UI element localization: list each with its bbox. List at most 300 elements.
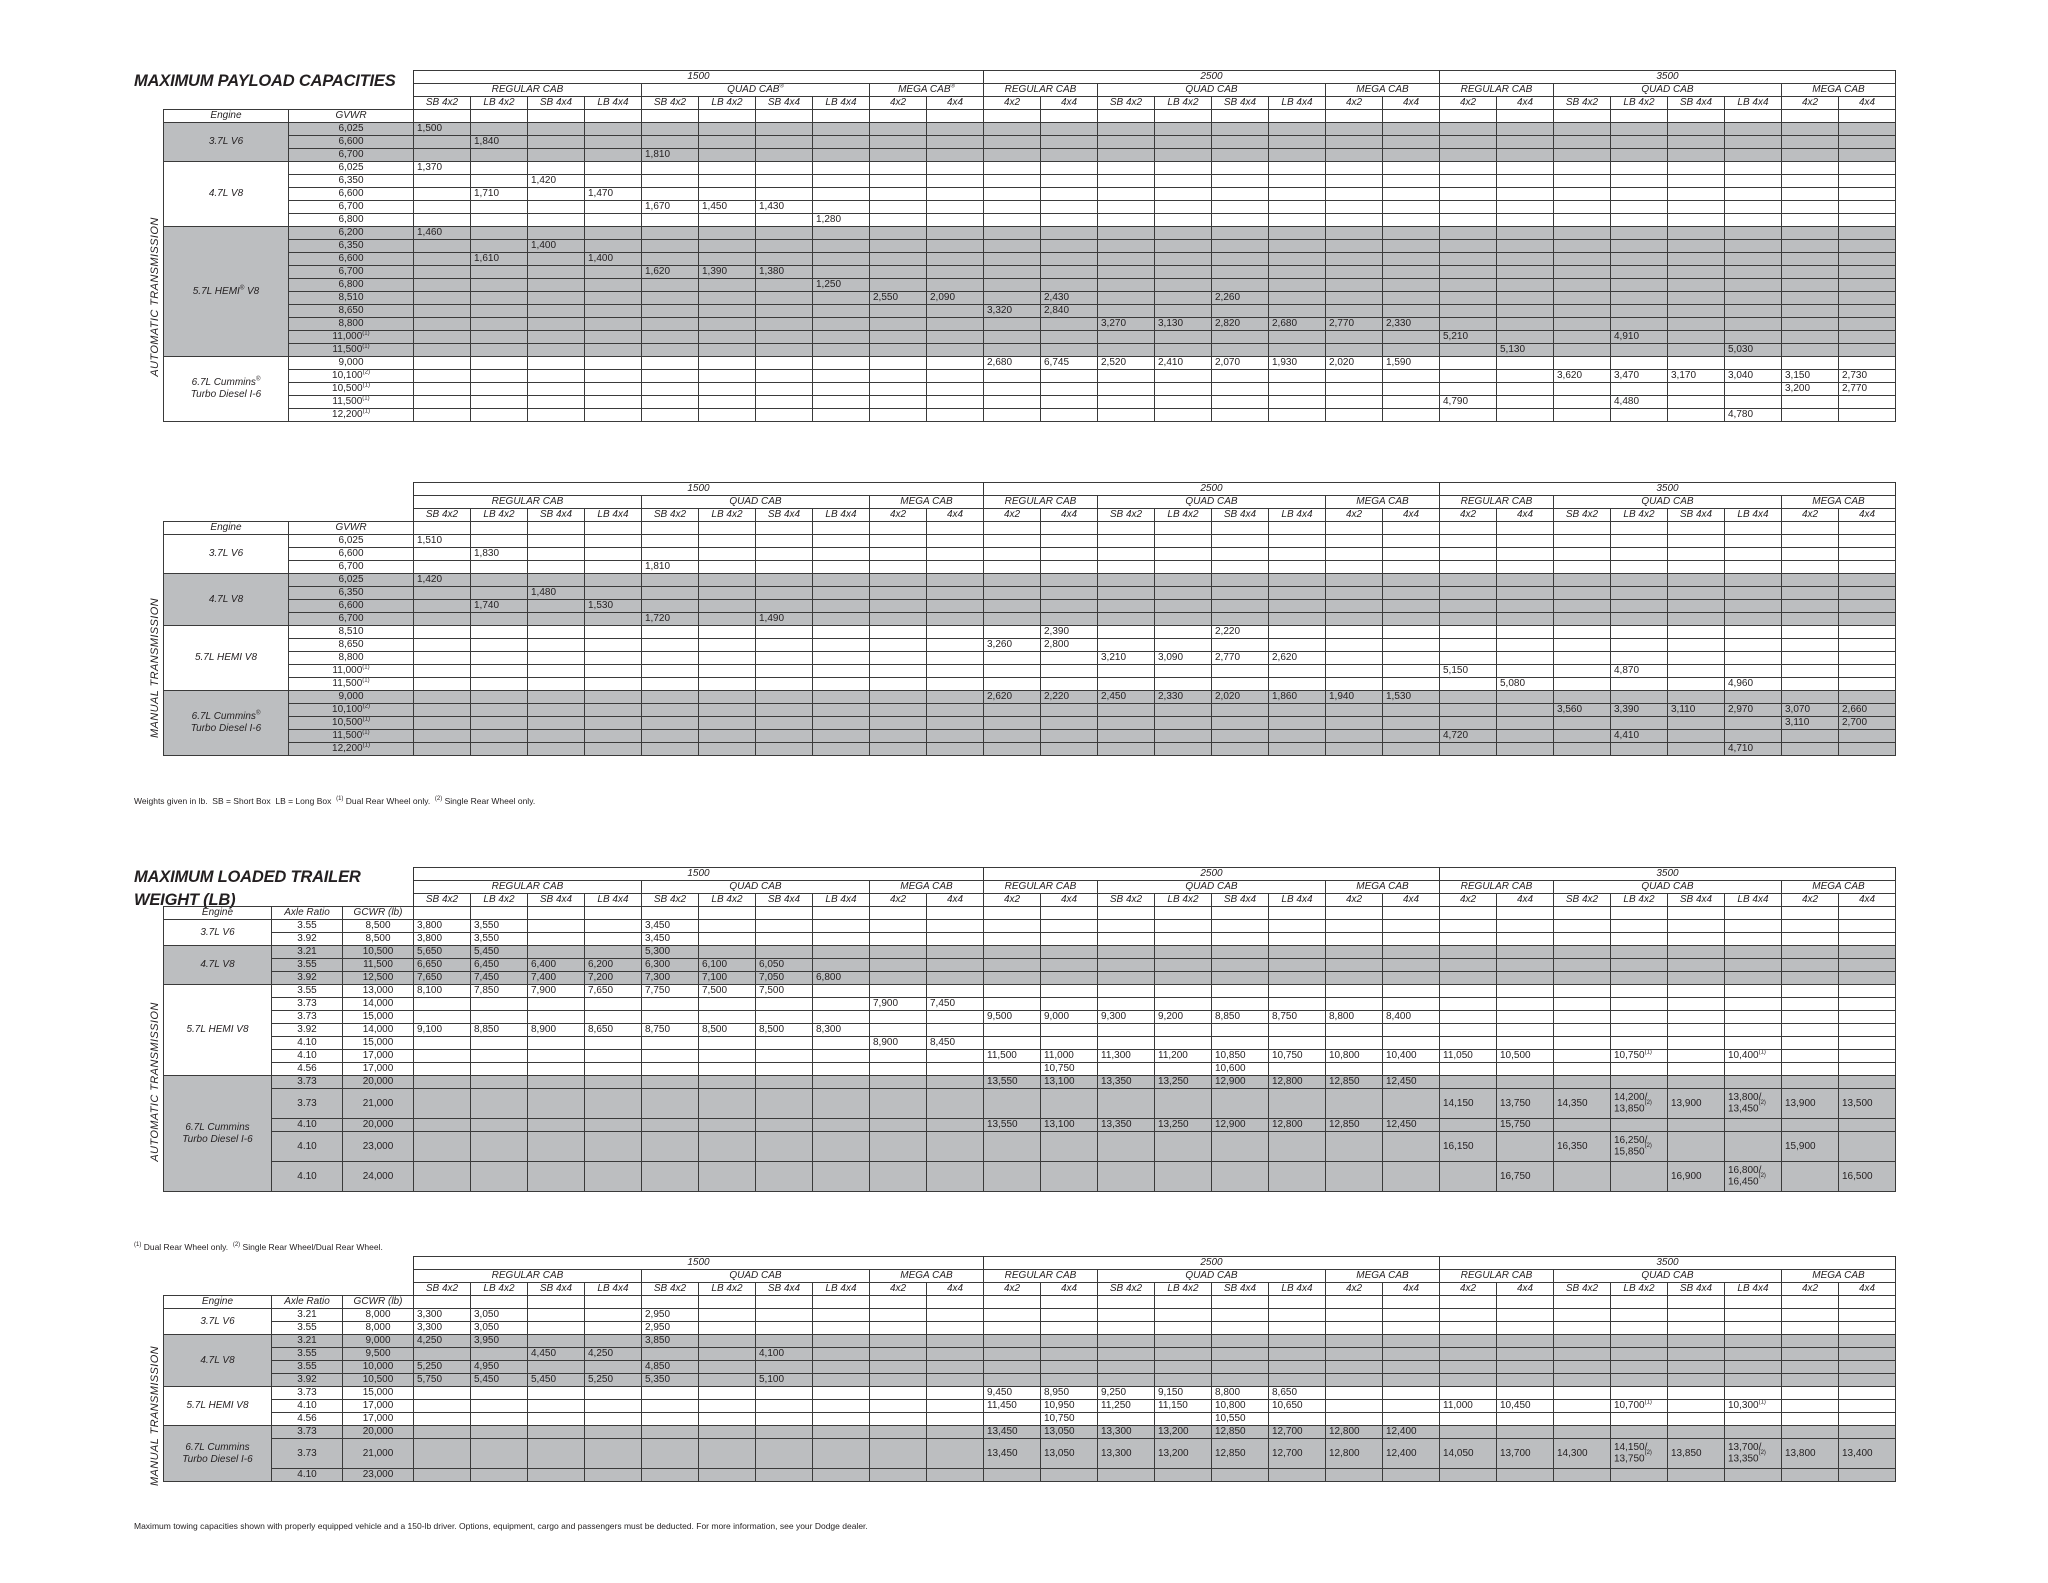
value-cell	[585, 691, 642, 704]
value-cell	[756, 227, 813, 240]
value-cell	[1155, 933, 1212, 946]
value-cell	[1782, 188, 1839, 201]
value-cell	[1611, 227, 1668, 240]
value-cell	[1212, 409, 1269, 422]
value-cell	[1554, 1076, 1611, 1089]
value-cell	[1611, 240, 1668, 253]
value-cell: 4,850	[642, 1361, 699, 1374]
value-cell	[870, 933, 927, 946]
value-cell	[1212, 678, 1269, 691]
value-cell	[984, 1024, 1041, 1037]
value-cell	[870, 1335, 927, 1348]
value-cell	[1839, 214, 1896, 227]
value-cell	[1326, 201, 1383, 214]
value-cell	[870, 717, 927, 730]
value-cell	[1839, 1387, 1896, 1400]
value-cell	[1041, 613, 1098, 626]
value-cell	[870, 678, 927, 691]
value-cell	[1041, 344, 1098, 357]
value-cell	[471, 1348, 528, 1361]
value-cell	[1041, 548, 1098, 561]
value-cell	[1098, 201, 1155, 214]
value-cell	[414, 370, 471, 383]
value-cell: 5,250	[414, 1361, 471, 1374]
table-row: 3.7L V6 6,025 1,510	[164, 535, 1896, 548]
value-cell	[1668, 1374, 1725, 1387]
value-cell	[1269, 946, 1326, 959]
table-row: 3.55 9,500 4,450 4,250 4,100	[164, 1348, 1896, 1361]
value-cell	[1782, 561, 1839, 574]
value-cell: 1,470	[585, 188, 642, 201]
value-cell	[1212, 344, 1269, 357]
value-cell: 13,200	[1155, 1426, 1212, 1439]
value-cell	[1668, 1413, 1725, 1426]
value-cell	[1383, 1132, 1440, 1162]
value-cell	[471, 292, 528, 305]
value-cell	[1554, 318, 1611, 331]
value-cell	[1497, 292, 1554, 305]
table-row: 11,000$^{(1)}$ 5,150 4,870	[164, 665, 1896, 678]
value-cell	[1554, 998, 1611, 1011]
value-cell	[1212, 1469, 1269, 1482]
value-cell	[1326, 1413, 1383, 1426]
value-cell	[1212, 613, 1269, 626]
value-cell	[414, 743, 471, 756]
value-cell	[1269, 548, 1326, 561]
value-cell	[1725, 600, 1782, 613]
column-header: LB 4x4	[813, 894, 870, 907]
value-cell	[813, 704, 870, 717]
column-header: 4x4	[1041, 894, 1098, 907]
value-cell	[642, 305, 699, 318]
value-cell	[756, 678, 813, 691]
value-cell	[1554, 175, 1611, 188]
value-cell	[1554, 1063, 1611, 1076]
value-cell	[927, 704, 984, 717]
value-cell	[1611, 1011, 1668, 1024]
value-cell: 9,100	[414, 1024, 471, 1037]
value-cell	[1497, 201, 1554, 214]
table-row: 6,700 1,720 1,490	[164, 613, 1896, 626]
column-header: 4x2	[1440, 97, 1497, 110]
value-cell	[1782, 1400, 1839, 1413]
value-cell	[1839, 920, 1896, 933]
value-cell	[1098, 344, 1155, 357]
value-cell	[642, 639, 699, 652]
value-cell	[1554, 1322, 1611, 1335]
value-cell: 7,900	[870, 998, 927, 1011]
value-cell	[1155, 959, 1212, 972]
value-cell	[1155, 639, 1212, 652]
value-cell	[1668, 933, 1725, 946]
value-cell	[1782, 149, 1839, 162]
value-cell	[1611, 1387, 1668, 1400]
value-cell	[984, 1132, 1041, 1162]
value-cell	[870, 318, 927, 331]
value-cell	[414, 665, 471, 678]
value-cell	[585, 396, 642, 409]
column-header: SB 4x2	[414, 509, 471, 522]
value-cell	[528, 574, 585, 587]
value-cell	[1611, 1322, 1668, 1335]
value-cell: 9,500	[984, 1011, 1041, 1024]
value-cell: 6,400	[528, 959, 585, 972]
value-cell	[1155, 305, 1212, 318]
value-cell	[699, 704, 756, 717]
value-cell	[813, 985, 870, 998]
value-cell	[1725, 639, 1782, 652]
value-cell	[1098, 253, 1155, 266]
value-cell	[1497, 331, 1554, 344]
value-cell	[927, 1089, 984, 1119]
value-cell	[1782, 1426, 1839, 1439]
column-header: LB 4x2	[1155, 97, 1212, 110]
value-cell: 10,800	[1212, 1400, 1269, 1413]
value-cell	[1440, 959, 1497, 972]
value-cell	[1269, 626, 1326, 639]
value-cell: 5,130	[1497, 344, 1554, 357]
value-cell	[870, 561, 927, 574]
value-cell	[1212, 665, 1269, 678]
value-cell	[1668, 214, 1725, 227]
value-cell	[1839, 1335, 1896, 1348]
column-header: 4x2	[984, 97, 1041, 110]
value-cell	[1839, 1063, 1896, 1076]
value-cell	[699, 136, 756, 149]
value-cell	[927, 396, 984, 409]
value-cell	[870, 920, 927, 933]
value-cell: 2,020	[1212, 691, 1269, 704]
value-cell	[813, 1119, 870, 1132]
value-cell: 4,790	[1440, 396, 1497, 409]
value-cell	[1725, 535, 1782, 548]
value-cell	[1725, 574, 1782, 587]
value-cell	[1098, 331, 1155, 344]
value-cell	[642, 1413, 699, 1426]
value-cell	[1383, 1348, 1440, 1361]
value-cell	[1611, 600, 1668, 613]
engine-label: 3.7L V6	[164, 920, 272, 946]
value-cell	[585, 1089, 642, 1119]
value-cell	[927, 1335, 984, 1348]
value-cell: 10,800	[1326, 1050, 1383, 1063]
value-cell	[1440, 357, 1497, 370]
value-cell: 9,250	[1098, 1387, 1155, 1400]
value-cell	[1782, 639, 1839, 652]
value-cell	[585, 920, 642, 933]
value-cell	[1212, 1089, 1269, 1119]
value-cell: 7,050	[756, 972, 813, 985]
table-row: 3.92 14,000 9,100 8,850 8,900 8,650 8,750 8,500 8,500 8,300	[164, 1024, 1896, 1037]
table-row: 5.7L HEMI V8 8,510 2,390 2,220	[164, 626, 1896, 639]
value-cell	[1839, 331, 1896, 344]
value-cell	[414, 383, 471, 396]
value-cell	[585, 652, 642, 665]
value-cell	[1326, 188, 1383, 201]
cab-header: REGULAR CAB	[414, 1270, 642, 1283]
engine-label: 6.7L Cummins Turbo Diesel I-6	[164, 1076, 272, 1192]
column-header: SB 4x4	[756, 97, 813, 110]
value-cell	[1611, 933, 1668, 946]
value-cell	[1212, 548, 1269, 561]
value-cell	[813, 574, 870, 587]
value-cell	[1497, 1374, 1554, 1387]
value-cell	[1782, 1387, 1839, 1400]
value-cell	[1668, 1361, 1725, 1374]
value-cell	[1041, 704, 1098, 717]
value-cell	[1041, 136, 1098, 149]
value-cell	[471, 743, 528, 756]
column-header: SB 4x4	[528, 509, 585, 522]
value-cell	[528, 946, 585, 959]
column-header: 4x2	[870, 1283, 927, 1296]
value-cell	[1212, 1348, 1269, 1361]
value-cell	[1383, 1387, 1440, 1400]
value-cell	[1668, 1037, 1725, 1050]
value-cell	[1782, 1374, 1839, 1387]
value-cell	[1269, 535, 1326, 548]
value-cell	[1269, 998, 1326, 1011]
value-cell	[1611, 344, 1668, 357]
value-cell	[1326, 227, 1383, 240]
value-cell: 6,100	[699, 959, 756, 972]
table-row: 10,100$^{(2)}$ 3,620 3,470 3,170 3,040 3,150 2,730	[164, 370, 1896, 383]
value-cell	[870, 1024, 927, 1037]
value-cell	[1440, 704, 1497, 717]
value-cell	[1326, 149, 1383, 162]
value-cell: 4,410	[1611, 730, 1668, 743]
value-cell	[1326, 535, 1383, 548]
value-cell	[1155, 548, 1212, 561]
value-cell: 4,250	[585, 1348, 642, 1361]
value-cell	[927, 409, 984, 422]
column-header: 4x2	[870, 97, 927, 110]
value-cell	[1155, 201, 1212, 214]
value-cell	[585, 574, 642, 587]
column-header: LB 4x4	[1725, 97, 1782, 110]
cab-header: REGULAR CAB	[414, 84, 642, 97]
value-cell	[1326, 985, 1383, 998]
column-header: 4x4	[1497, 509, 1554, 522]
value-cell	[1725, 1024, 1782, 1037]
value-cell	[699, 305, 756, 318]
value-cell	[1782, 409, 1839, 422]
value-cell	[756, 1132, 813, 1162]
engine-label: 5.7L HEMI® V8	[164, 227, 289, 357]
value-cell	[813, 1309, 870, 1322]
value-cell	[1098, 626, 1155, 639]
value-cell: 7,500	[699, 985, 756, 998]
value-cell	[1554, 227, 1611, 240]
value-cell	[585, 613, 642, 626]
value-cell	[870, 1400, 927, 1413]
value-cell	[1326, 383, 1383, 396]
value-cell	[1782, 162, 1839, 175]
value-cell	[984, 175, 1041, 188]
column-header: LB 4x2	[699, 894, 756, 907]
value-cell: 10,750	[1269, 1050, 1326, 1063]
engine-header: Engine	[164, 110, 289, 123]
table-row: 4.7L V8 6,025 1,370	[164, 162, 1896, 175]
value-cell	[1041, 123, 1098, 136]
value-cell	[699, 1309, 756, 1322]
value-cell	[1041, 331, 1098, 344]
value-cell	[1212, 561, 1269, 574]
value-cell: 3,110	[1782, 717, 1839, 730]
value-cell	[1269, 561, 1326, 574]
value-cell	[471, 1063, 528, 1076]
table-row: 11,500$^{(1)}$ 4,790 4,480	[164, 396, 1896, 409]
value-cell	[1326, 920, 1383, 933]
value-cell	[699, 1348, 756, 1361]
value-cell: 8,300	[813, 1024, 870, 1037]
value-cell	[1725, 1469, 1782, 1482]
value-cell	[1725, 383, 1782, 396]
value-cell: 8,100	[414, 985, 471, 998]
cab-header: QUAD CAB	[1554, 496, 1782, 509]
value-cell	[1041, 1162, 1098, 1192]
value-cell: 3,950	[471, 1335, 528, 1348]
value-cell	[1782, 1011, 1839, 1024]
value-cell	[756, 587, 813, 600]
cab-header: REGULAR CAB	[984, 496, 1098, 509]
value-cell	[1554, 587, 1611, 600]
value-cell	[1326, 548, 1383, 561]
value-cell: 11,050	[1440, 1050, 1497, 1063]
value-cell	[1782, 123, 1839, 136]
value-cell	[1155, 730, 1212, 743]
value-cell	[813, 1076, 870, 1089]
value-cell: 2,970	[1725, 704, 1782, 717]
value-cell: 2,840	[1041, 305, 1098, 318]
value-cell	[585, 1063, 642, 1076]
value-cell	[813, 370, 870, 383]
value-cell: 1,280	[813, 214, 870, 227]
value-cell	[1269, 331, 1326, 344]
value-cell	[1611, 1413, 1668, 1426]
value-cell	[927, 626, 984, 639]
value-cell	[984, 535, 1041, 548]
value-cell: 1,810	[642, 561, 699, 574]
value-cell	[1326, 1132, 1383, 1162]
value-cell	[813, 149, 870, 162]
value-cell	[1212, 1162, 1269, 1192]
value-cell	[1839, 188, 1896, 201]
value-cell	[1725, 626, 1782, 639]
value-cell	[471, 1050, 528, 1063]
value-cell	[756, 149, 813, 162]
value-cell	[699, 1063, 756, 1076]
value-cell	[414, 1426, 471, 1439]
table-row: 4.7L V8 6,025 1,420	[164, 574, 1896, 587]
value-cell	[1098, 149, 1155, 162]
value-cell	[927, 946, 984, 959]
table-row: 6,700 1,670 1,450 1,430	[164, 201, 1896, 214]
value-cell	[927, 1322, 984, 1335]
value-cell	[1839, 1413, 1896, 1426]
value-cell	[1497, 1132, 1554, 1162]
value-cell	[1725, 357, 1782, 370]
value-cell	[984, 1037, 1041, 1050]
value-cell	[1041, 1374, 1098, 1387]
value-cell	[756, 292, 813, 305]
value-cell	[1041, 1361, 1098, 1374]
value-cell	[1326, 266, 1383, 279]
value-cell	[1554, 266, 1611, 279]
value-cell: 6,200	[585, 959, 642, 972]
value-cell	[1326, 1309, 1383, 1322]
value-cell	[813, 933, 870, 946]
engine-label: 4.7L V8	[164, 1335, 272, 1387]
value-cell	[1269, 175, 1326, 188]
value-cell	[414, 704, 471, 717]
value-cell	[1155, 227, 1212, 240]
value-cell	[1269, 162, 1326, 175]
value-cell	[471, 704, 528, 717]
value-cell	[471, 1162, 528, 1192]
table-row: 5.7L HEMI V8 3.55 13,000 8,100 7,850 7,900 7,650 7,750 7,500 7,500	[164, 985, 1896, 998]
value-cell	[1383, 652, 1440, 665]
value-cell	[1098, 998, 1155, 1011]
value-cell	[1098, 933, 1155, 946]
value-cell	[471, 613, 528, 626]
value-cell: 4,480	[1611, 396, 1668, 409]
value-cell	[1098, 548, 1155, 561]
value-cell	[1554, 409, 1611, 422]
value-cell	[1383, 331, 1440, 344]
value-cell	[870, 639, 927, 652]
table-row: 3.55 8,000 3,300 3,050 2,950	[164, 1322, 1896, 1335]
value-cell	[642, 175, 699, 188]
gvwr-header: GVWR	[289, 110, 414, 123]
value-cell	[1440, 920, 1497, 933]
value-cell	[585, 1426, 642, 1439]
cab-header: REGULAR CAB	[984, 1270, 1098, 1283]
value-cell	[756, 1400, 813, 1413]
value-cell	[1611, 1309, 1668, 1322]
value-cell: 9,000	[1041, 1011, 1098, 1024]
value-cell	[1782, 920, 1839, 933]
value-cell: 13,900	[1782, 1089, 1839, 1119]
value-cell: 3,070	[1782, 704, 1839, 717]
value-cell	[414, 292, 471, 305]
value-cell	[1098, 743, 1155, 756]
value-cell	[1611, 1469, 1668, 1482]
value-cell	[1383, 253, 1440, 266]
value-cell	[813, 396, 870, 409]
value-cell	[471, 1076, 528, 1089]
value-cell	[699, 743, 756, 756]
value-cell	[471, 1037, 528, 1050]
value-cell	[1326, 1469, 1383, 1482]
value-cell	[1554, 1050, 1611, 1063]
value-cell	[414, 587, 471, 600]
value-cell	[471, 331, 528, 344]
value-cell	[1497, 1011, 1554, 1024]
cab-header: MEGA CAB	[1782, 496, 1896, 509]
value-cell	[642, 691, 699, 704]
value-cell: 2,070	[1212, 357, 1269, 370]
value-cell	[1269, 639, 1326, 652]
value-cell	[1554, 535, 1611, 548]
value-cell	[585, 587, 642, 600]
value-cell	[756, 626, 813, 639]
engine-label: 4.7L V8	[164, 162, 289, 227]
value-cell	[927, 344, 984, 357]
value-cell	[1440, 1348, 1497, 1361]
value-cell: 14,350	[1554, 1089, 1611, 1119]
value-cell	[1668, 240, 1725, 253]
